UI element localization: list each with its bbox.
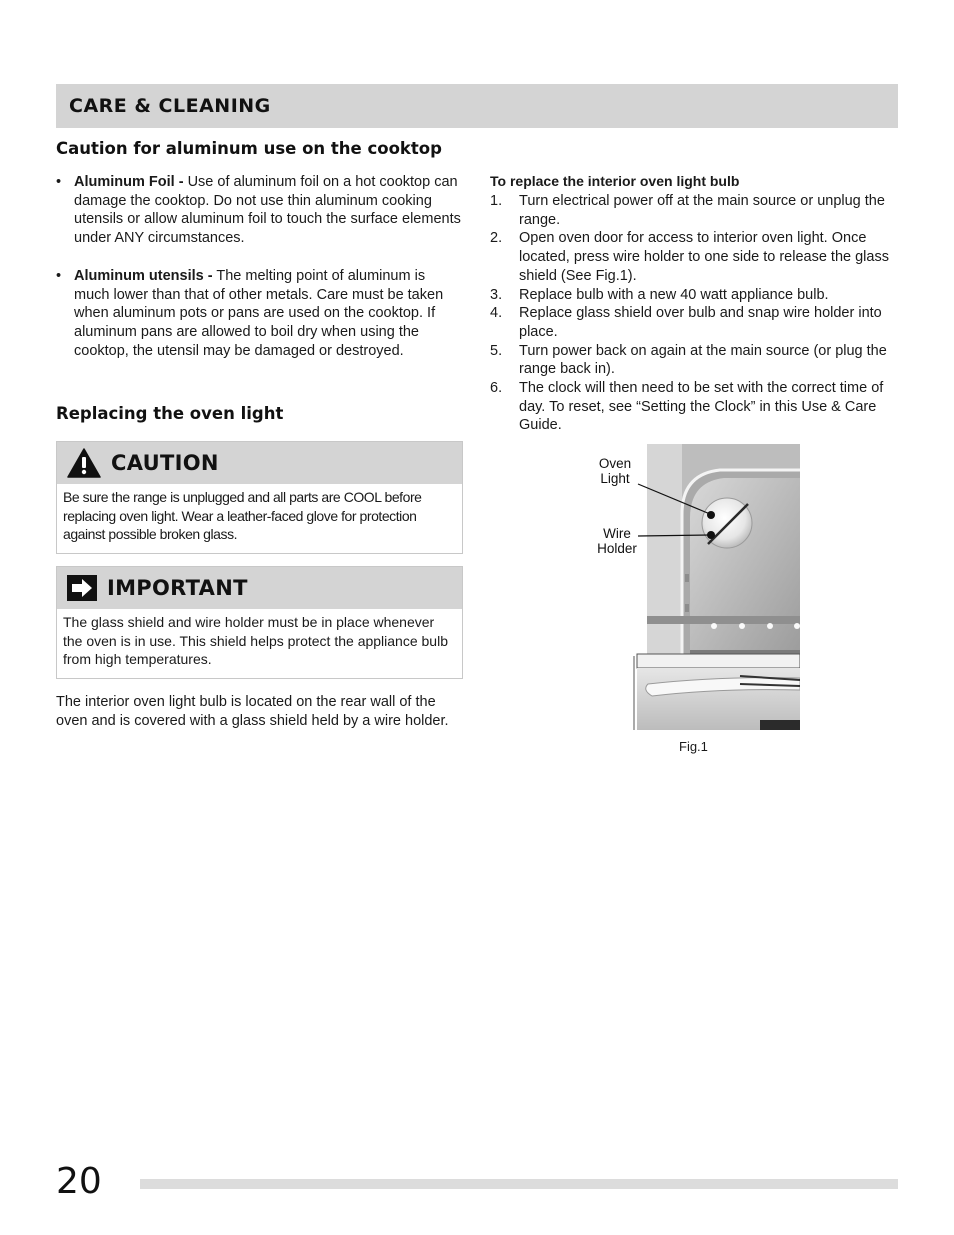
footer-bar	[140, 1179, 898, 1189]
step-text: Turn power back on again at the main source (or plug the range back in).	[519, 342, 887, 378]
bullet-icon: •	[56, 174, 62, 190]
step-text: The clock will then need to be set with the correct time of day. To reset, see “Setting the Clock” in this Use & Care Guide.	[519, 380, 884, 434]
step-number: 2.	[490, 230, 503, 247]
bullet-label: Aluminum utensils -	[74, 268, 213, 284]
warning-triangle-icon	[67, 448, 101, 478]
step-text: Open oven door for access to interior oven light. Once located, press wire holder to one side to release the glass shield (See Fig.1).	[519, 230, 889, 284]
step-number: 1.	[490, 193, 503, 209]
important-title: IMPORTANT	[107, 576, 248, 600]
step-number: 5.	[490, 342, 503, 359]
step-number: 3.	[490, 286, 503, 303]
section-header-bar	[56, 84, 898, 128]
important-box	[56, 566, 463, 679]
oven-light-location-text: The interior oven light bulb is located on the rear wall of the oven and is covered with a glass shield held by a wire holder.	[56, 694, 449, 729]
step-text: Replace bulb with a new 40 watt appliance bulb.	[519, 286, 829, 303]
replace-bulb-title: To replace the interior oven light bulb	[490, 173, 740, 189]
bullet-icon: •	[56, 268, 62, 284]
caution-header	[57, 442, 462, 484]
list-item	[490, 192, 898, 229]
bullet-label: Aluminum Foil -	[74, 174, 184, 190]
caution-box	[56, 441, 463, 554]
figure-label-light: Light	[600, 471, 630, 486]
caution-title: CAUTION	[111, 451, 219, 475]
oven-light-heading: Replacing the oven light	[56, 404, 284, 423]
step-text: Replace glass shield over bulb and snap wire holder into place.	[519, 305, 882, 340]
section-title: CARE & CLEANING	[69, 95, 271, 117]
step-number: 6.	[490, 380, 503, 397]
list-item	[490, 304, 898, 341]
bullet-text: Use of aluminum foil on a hot cooktop can damage the cooktop. Do not use thin aluminum cooking utensils or allow aluminum foil to touch the surface elements under ANY circumstances.	[74, 174, 461, 247]
aluminum-caution-heading: Caution for aluminum use on the cooktop	[56, 139, 442, 158]
step-number: 4.	[490, 305, 503, 322]
page-number: 20	[56, 1161, 102, 1202]
list-item	[56, 173, 464, 248]
list-item	[490, 229, 898, 285]
figure-label-holder: Holder	[597, 541, 637, 556]
replace-bulb-steps	[490, 192, 898, 435]
caution-text: Be sure the range is unplugged and all parts are COOL before replacing oven light. Wear a leather-faced glove for protection against possible broken glass.	[63, 489, 422, 542]
aluminum-bullet-list-2	[56, 267, 464, 361]
bullet-text: The melting point of aluminum is much lower than that of other metals. Care must be taken when aluminum pots or pans are used on the cooktop. If aluminum pans are allowed to boil dry when using the cooktop, the utensil may be damaged or destroyed.	[74, 268, 444, 359]
arrow-right-icon	[67, 575, 97, 601]
list-item	[490, 342, 898, 379]
figure-caption: Fig.1	[679, 739, 708, 754]
figure-label-wire: Wire	[603, 526, 631, 541]
step-text: Turn electrical power off at the main source or unplug the range.	[519, 193, 885, 228]
important-header	[57, 567, 462, 609]
figure-label-oven: Oven	[598, 456, 632, 471]
important-text: The glass shield and wire holder must be in place whenever the oven is in use. This shield helps protect the appliance bulb from high temperatures.	[63, 614, 448, 667]
aluminum-bullet-list	[56, 173, 464, 248]
oven-light-figure	[590, 444, 800, 730]
oven-drawing	[634, 444, 800, 730]
list-item	[56, 267, 464, 361]
list-item	[490, 286, 898, 305]
list-item	[490, 379, 898, 435]
